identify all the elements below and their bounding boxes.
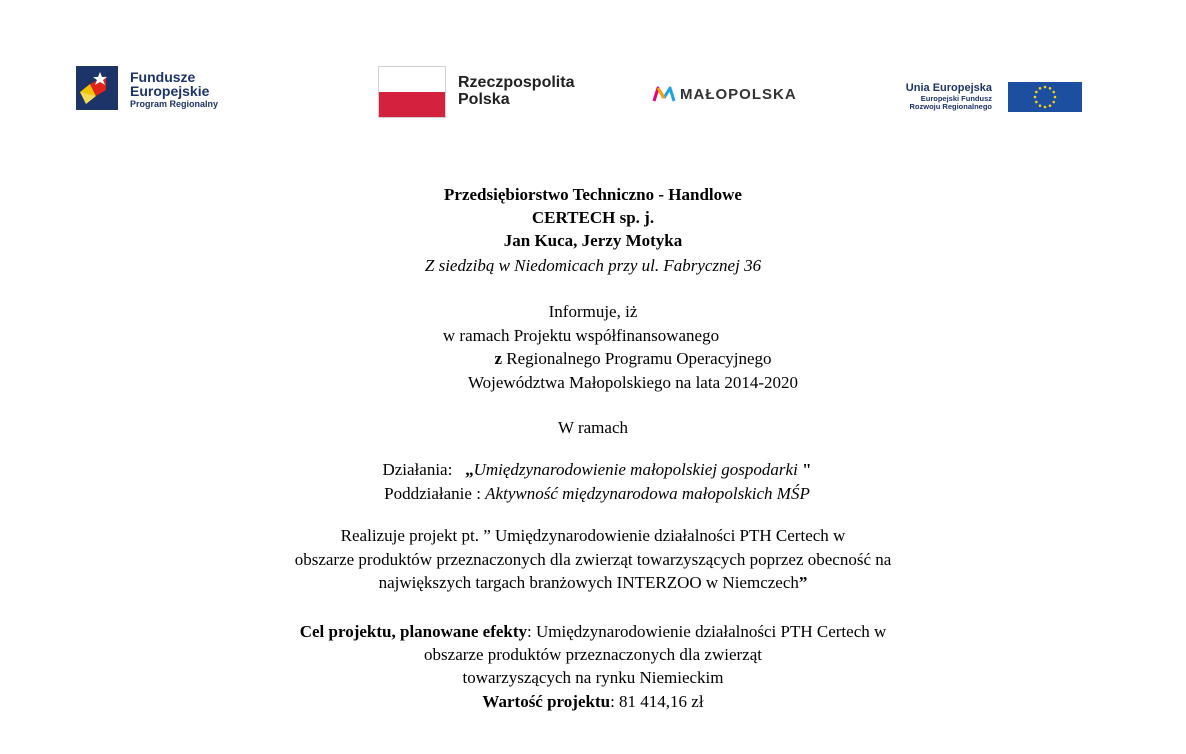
polish-flag-icon xyxy=(378,66,446,118)
malopolska-logo xyxy=(652,84,827,108)
inform-line3-z: z xyxy=(494,349,502,368)
company-owners: Jan Kuca, Jerzy Motyka xyxy=(503,231,683,250)
fe-line2: Europejskie xyxy=(130,83,210,99)
mp-name: MAŁOPOLSKA xyxy=(680,86,797,103)
dzialania-label: Działania: xyxy=(382,460,453,479)
dzialania-line xyxy=(4,460,1186,480)
realizuje-line3 xyxy=(0,573,1186,593)
realizuje-line1: Realizuje projekt pt. ” Umiędzynarodowienie działalności PTH Certech w xyxy=(340,526,846,545)
realizuje-line3-quote: ” xyxy=(798,573,808,592)
dzialania-close-quote: " xyxy=(797,460,812,479)
fe-line3: Program Regionalny xyxy=(130,99,219,109)
poddzialanie-line xyxy=(4,484,1186,504)
cel-line2: obszarze produktów przeznaczonych dla zwierząt xyxy=(424,645,762,664)
poddzialanie-label: Poddziałanie : xyxy=(384,484,486,503)
eu-flag-icon xyxy=(1008,82,1082,112)
realizuje-line2: obszarze produktów przeznaczonych dla zwierząt towarzyszących poprzez obecność na xyxy=(294,550,892,569)
wartosc-value: : 81 414,16 zł xyxy=(610,692,704,711)
cel-rest: : Umiędzynarodowienie działalności PTH Certech w xyxy=(527,622,887,641)
company-seat: Z siedzibą w Niedomicach przy ul. Fabrycznej 36 xyxy=(424,256,762,275)
rp-line1: Rzeczpospolita xyxy=(458,74,575,91)
w-ramach: W ramach xyxy=(557,418,628,437)
unia-europejska-logo xyxy=(866,80,1082,114)
ue-line1: Unia Europejska xyxy=(905,82,992,94)
cel-label: Cel projektu, planowane efekty xyxy=(299,622,528,641)
wartosc-line xyxy=(0,692,1186,712)
fe-star-icon xyxy=(76,66,118,110)
poddzialanie-value: Aktywność międzynarodowa małopolskich MŚP xyxy=(485,484,810,503)
inform-line2: w ramach Projektu współfinansowanego xyxy=(442,326,720,345)
inform-line3-rest: Regionalnego Programu Operacyjnego xyxy=(501,349,772,368)
ue-line2: Europejski Fundusz xyxy=(920,94,992,103)
inform-line1: Informuje, iż xyxy=(548,302,638,321)
rzeczpospolita-polska-logo xyxy=(376,64,586,120)
dzialania-value: Umiędzynarodowienie małopolskiej gospodarki xyxy=(473,460,798,479)
rp-line2: Polska xyxy=(458,91,510,108)
malopolska-m-icon xyxy=(652,86,676,102)
fundusze-europejskie-logo xyxy=(76,64,276,114)
wartosc-label: Wartość projektu xyxy=(482,692,611,711)
inform-line3 xyxy=(40,349,1186,369)
inform-line4: Województwa Małopolskiego na lata 2014-2020 xyxy=(467,373,799,392)
ue-line3: Rozwoju Regionalnego xyxy=(909,102,992,111)
realizuje-line3-text: największych targach branżowych INTERZOO w Niemczech xyxy=(378,573,799,592)
dzialania-open-quote: „ xyxy=(465,460,474,479)
logo-bar xyxy=(0,0,1186,140)
company-legal-name: CERTECH sp. j. xyxy=(531,208,655,227)
company-name: Przedsiębiorstwo Techniczno - Handlowe xyxy=(444,185,742,204)
cel-line1 xyxy=(0,622,1186,642)
fe-line1: Fundusze xyxy=(130,69,196,85)
cel-line3: towarzyszących na rynku Niemieckim xyxy=(462,668,724,687)
